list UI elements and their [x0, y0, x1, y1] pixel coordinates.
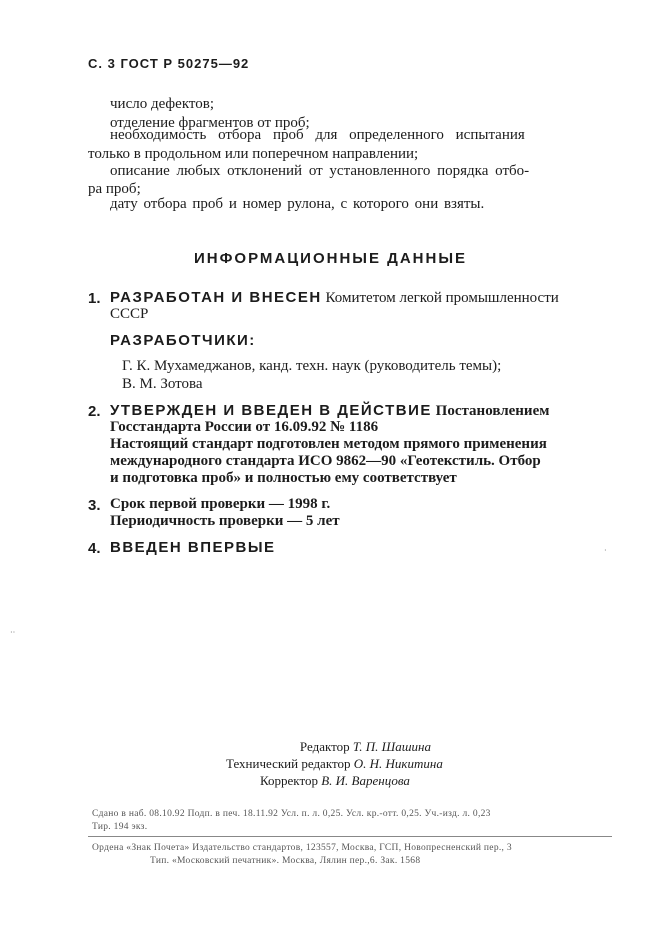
item-3-text: Периодичность проверки — 5 лет — [110, 513, 340, 529]
item-2-text: международного стандарта ИСО 9862—90 «Геотекстиль. Отбор — [110, 453, 541, 469]
imprint-line: Сдано в наб. 08.10.92 Подп. в печ. 18.11.92 Усл. п. л. 0,25. Усл. кр.-отт. 0,25. Уч.-изд. л. 0,23 — [92, 809, 491, 819]
list-item: необходимость отбора проб для определенного испытания — [110, 127, 525, 143]
developer: В. М. Зотова — [122, 376, 203, 392]
tech-editor-label: Технический редактор — [226, 756, 351, 771]
list-item-continuation: только в продольном или поперечном направлении; — [88, 146, 419, 162]
item-1-text: Комитетом легкой промышленности — [325, 290, 559, 306]
item-1-line — [110, 289, 559, 307]
editor-line — [300, 739, 431, 755]
list-item: дату отбора проб и номер рулона, с которого они взяты. — [110, 196, 485, 212]
item-4-heading: ВВЕДЕН ВПЕРВЫЕ — [110, 539, 276, 556]
editor-label: Редактор — [299, 739, 350, 754]
item-2-heading: УТВЕРЖДЕН И ВВЕДЕН В ДЕЙСТВИЕ — [110, 402, 432, 419]
developers-heading: РАЗРАБОТЧИКИ: — [110, 332, 256, 349]
corrector-label: Корректор — [260, 773, 318, 788]
imprint-line: Тир. 194 экз. — [92, 822, 148, 832]
divider — [88, 836, 612, 837]
tech-editor-name: О. Н. Никитина — [353, 756, 443, 771]
list-item: отделение фрагментов от проб; — [110, 115, 310, 131]
item-3-text: Срок первой проверки — 1998 г. — [110, 496, 331, 512]
item-2-text: и подготовка проб» и полностью ему соответствует — [110, 470, 457, 486]
list-item: число дефектов; — [110, 96, 215, 112]
item-1-heading: РАЗРАБОТАН И ВНЕСЕН — [110, 289, 322, 306]
item-number: 2. — [88, 403, 101, 420]
imprint-line: Ордена «Знак Почета» Издательство стандартов, 123557, Москва, ГСП, Новопресненский пер., 3 — [92, 843, 512, 853]
developer: Г. К. Мухамеджанов, канд. техн. наук (руководитель темы); — [122, 358, 502, 374]
page-header: С. 3 ГОСТ Р 50275—92 — [88, 56, 250, 71]
editor-name: Т. П. Шашина — [352, 739, 431, 754]
item-1-continuation: СССР — [110, 306, 149, 322]
corrector-name: В. И. Варенцова — [321, 773, 410, 788]
item-2-text: Госстандарта России от 16.09.92 № 1186 — [110, 419, 379, 435]
item-number: 4. — [88, 540, 101, 557]
corrector-line — [260, 773, 410, 789]
item-2-text: Постановлением — [435, 403, 550, 419]
scan-speck: ·· — [10, 628, 16, 637]
item-number: 1. — [88, 290, 101, 307]
scan-speck: · — [604, 546, 607, 555]
list-item-continuation: ра проб; — [88, 181, 141, 197]
item-2-line — [110, 402, 549, 420]
item-4-line — [110, 539, 276, 557]
item-2-text: Настоящий стандарт подготовлен методом прямого применения — [110, 436, 547, 452]
imprint-line: Тип. «Московский печатник». Москва, Лялин пер.,6. Зак. 1568 — [150, 856, 421, 866]
list-item: описание любых отклонений от установленного порядка отбо- — [110, 163, 530, 179]
section-title: ИНФОРМАЦИОННЫЕ ДАННЫЕ — [193, 250, 468, 267]
tech-editor-line — [226, 756, 443, 772]
item-number: 3. — [88, 497, 101, 514]
